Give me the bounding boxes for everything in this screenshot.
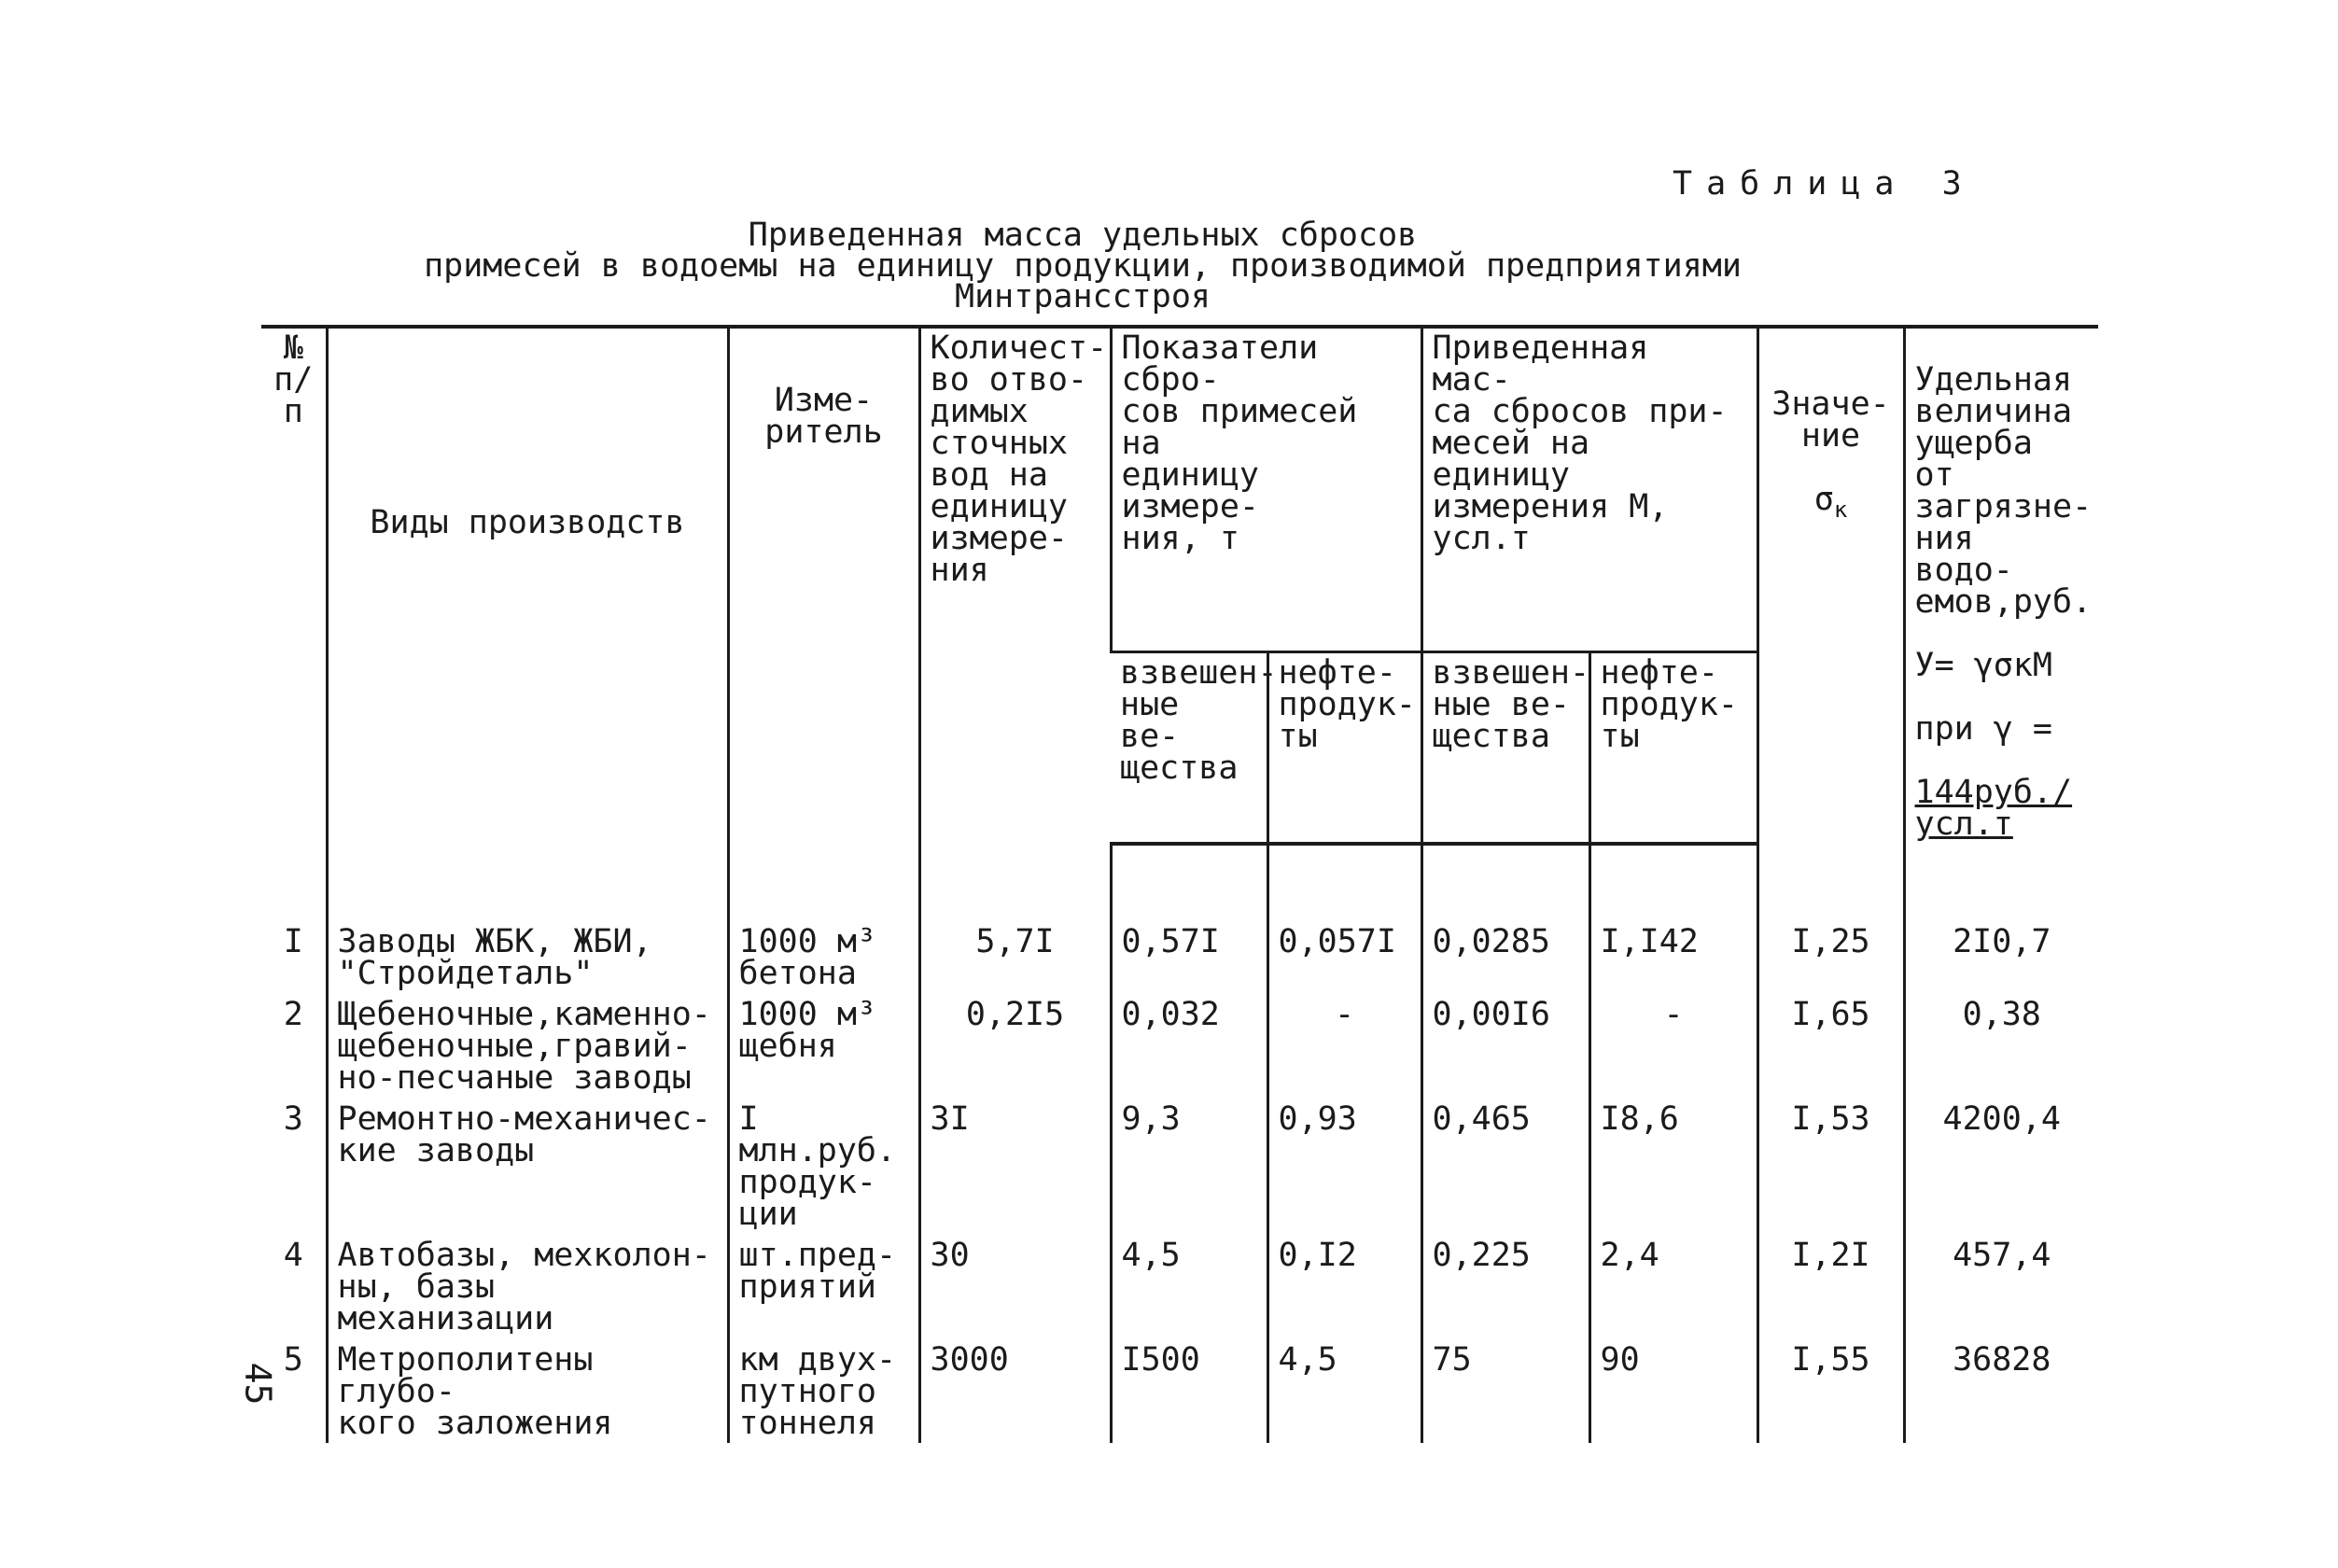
table-row: [261, 993, 2098, 1098]
coefficient-value: I,55: [1757, 1338, 1904, 1443]
table-label: Таблица 3: [1673, 165, 1976, 203]
reduced-oil: I,I42: [1589, 920, 1757, 993]
indicator-oil: 0,057I: [1267, 920, 1421, 993]
production-type: Заводы ЖБК, ЖБИ, "Стройдеталь": [327, 920, 728, 993]
header-damage: [1904, 327, 2098, 844]
unit-of-measure: 1000 м³ бетона: [728, 920, 919, 993]
header-reduced-mass: Приведенная мас- са сбросов при- месей на единицу измерения М, усл.т: [1421, 327, 1757, 651]
coefficient-value: I,25: [1757, 920, 1904, 993]
unit-of-measure: 1000 м³ щебня: [728, 993, 919, 1098]
table-row: [261, 1338, 2098, 1443]
damage-formula-value: 144руб./усл.т: [1914, 774, 2073, 843]
header-production: Виды производств: [327, 327, 728, 844]
header-reduced-suspended: взвешен- ные ве- щества: [1421, 651, 1589, 844]
reduced-oil: -: [1589, 993, 1757, 1098]
wastewater-volume: 30: [919, 1234, 1111, 1338]
indicator-oil: 0,I2: [1267, 1234, 1421, 1338]
reduced-suspended: 0,00I6: [1421, 993, 1589, 1098]
production-type: Метрополитены глубо- кого заложения: [327, 1338, 728, 1443]
damage-formula-gamma: при γ =: [1914, 710, 2053, 748]
damage-value: 0,38: [1904, 993, 2098, 1098]
header-reduced-oil: нефте- продук- ты: [1589, 651, 1757, 844]
reduced-suspended: 75: [1421, 1338, 1589, 1443]
production-type: Щебеночные,каменно- щебеночные,гравий- но-песчаные заводы: [327, 993, 728, 1098]
row-number: 4: [283, 1237, 303, 1274]
reduced-suspended: 0,225: [1421, 1234, 1589, 1338]
wastewater-volume: 3000: [919, 1338, 1111, 1443]
table-title-line-3: Минтрансстроя: [955, 278, 1211, 315]
unit-of-measure: км двух- путного тоннеля: [728, 1338, 919, 1443]
row-number: I: [283, 923, 303, 960]
header-coefficient: [1757, 327, 1904, 844]
coefficient-value: I,65: [1757, 993, 1904, 1098]
indicator-oil: 0,93: [1267, 1098, 1421, 1234]
indicator-oil: -: [1267, 993, 1421, 1098]
wastewater-volume: 0,2I5: [919, 993, 1111, 1098]
header-coefficient-label: Значе- ние: [1771, 385, 1890, 455]
production-type: Автобазы, мехколон- ны, базы механизации: [327, 1234, 728, 1338]
unit-of-measure: I млн.руб. продук- ции: [728, 1098, 919, 1234]
reduced-suspended: 0,0285: [1421, 920, 1589, 993]
row-number: 3: [283, 1100, 303, 1138]
indicator-suspended: 0,032: [1111, 993, 1267, 1098]
reduced-oil: 90: [1589, 1338, 1757, 1443]
sigma-symbol: σ: [1813, 481, 1834, 518]
table-row: [261, 1098, 2098, 1234]
header-damage-label: Удельная величина ущерба от загрязне- ния водо- емов,руб.: [1914, 361, 2093, 621]
header-no: № п/п: [261, 327, 327, 844]
reduced-oil: I8,6: [1589, 1098, 1757, 1234]
coefficient-value: I,2I: [1757, 1234, 1904, 1338]
indicator-suspended: I500: [1111, 1338, 1267, 1443]
header-indicators-suspended: взвешен- ные ве- щества: [1111, 651, 1267, 844]
damage-value: 2I0,7: [1904, 920, 2098, 993]
reduced-oil: 2,4: [1589, 1234, 1757, 1338]
table-title-line-2: примесей в водоемы на единицу продукции, производимой предприятиями: [424, 247, 1742, 285]
damage-value: 457,4: [1904, 1234, 2098, 1338]
indicator-suspended: 0,57I: [1111, 920, 1267, 993]
indicator-oil: 4,5: [1267, 1338, 1421, 1443]
header-indicators: Показатели сбро- сов примесей на единицу измере- ния, т: [1111, 327, 1421, 651]
header-unit: Изме- ритель: [728, 327, 919, 844]
reduced-suspended: 0,465: [1421, 1098, 1589, 1234]
page-number: 45: [237, 1362, 279, 1406]
header-wastewater: Количест- во отво- димых сточных вод на единицу измере- ния: [919, 327, 1111, 844]
coefficient-value: I,53: [1757, 1098, 1904, 1234]
row-number: 2: [283, 996, 303, 1033]
table-row: [261, 1234, 2098, 1338]
wastewater-volume: 3I: [919, 1098, 1111, 1234]
row-number: 5: [283, 1341, 303, 1379]
damage-formula: У= γσкМ: [1914, 647, 2053, 684]
table-title-line-1: Приведенная масса удельных сбросов: [748, 217, 1418, 254]
header-indicators-oil: нефте- продук- ты: [1267, 651, 1421, 844]
production-type: Ремонтно-механичес- кие заводы: [327, 1098, 728, 1234]
discharge-table: [261, 325, 2098, 1443]
table-row: [261, 920, 2098, 993]
damage-value: 4200,4: [1904, 1098, 2098, 1234]
wastewater-volume: 5,7I: [919, 920, 1111, 993]
indicator-suspended: 9,3: [1111, 1098, 1267, 1234]
indicator-suspended: 4,5: [1111, 1234, 1267, 1338]
unit-of-measure: шт.пред- приятий: [728, 1234, 919, 1338]
damage-value: 36828: [1904, 1338, 2098, 1443]
sigma-subscript: к: [1833, 497, 1848, 523]
